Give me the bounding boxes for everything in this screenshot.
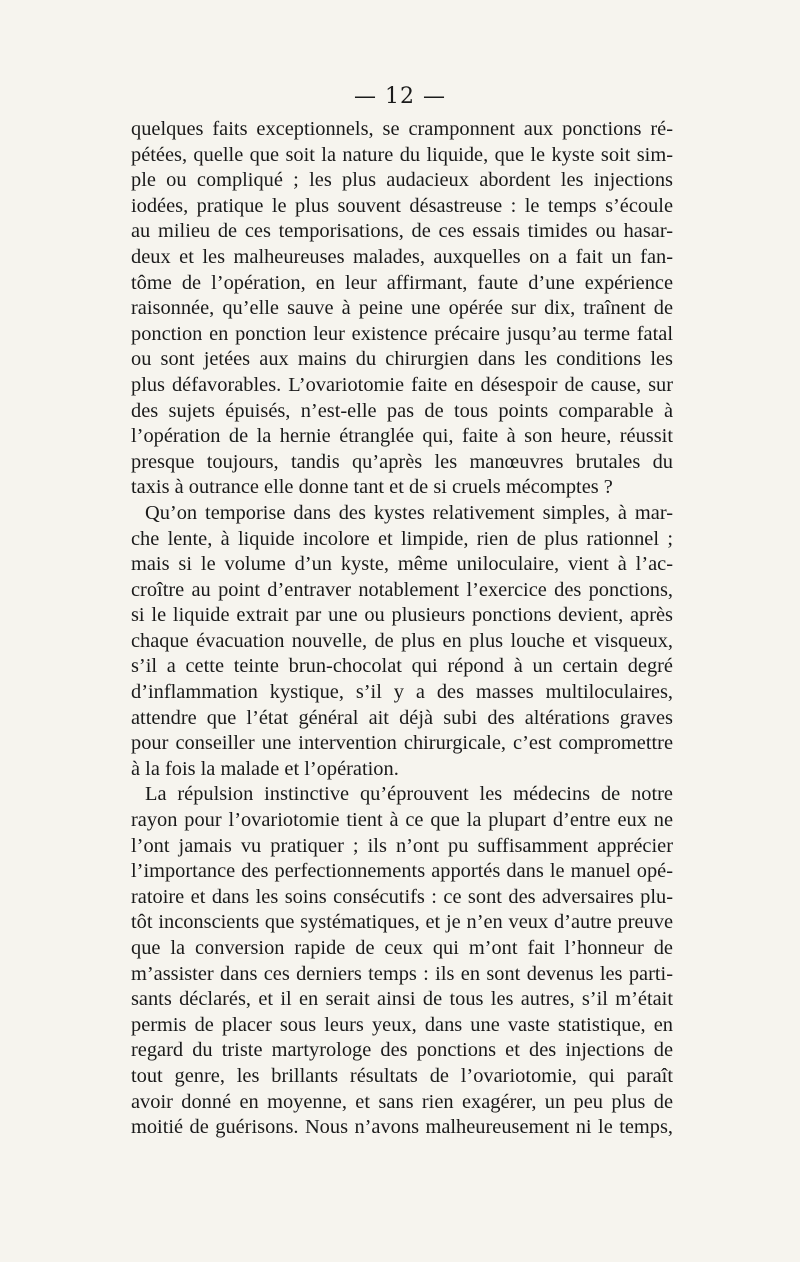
text-line: l’ont jamais vu pratiquer ; ils n’ont pu suffisamment apprécier [131, 834, 673, 857]
text-line: raisonnée, qu’elle sauve à peine une opérée sur dix, traînent de [131, 297, 673, 320]
text-line: avoir donné en moyenne, et sans rien exagérer, un peu plus de [131, 1090, 673, 1113]
text-line: sants déclarés, et il en serait ainsi de tous les autres, s’il m’était [131, 988, 673, 1011]
text-line: deux et les malheureuses malades, auxquelles on a fait un fan- [131, 245, 673, 268]
text-line: che lente, à liquide incolore et limpide, rien de plus rationnel ; [131, 527, 673, 550]
text-line: quelques faits exceptionnels, se cramponnent aux ponctions ré- [131, 118, 673, 140]
text-line: ple ou compliqué ; les plus audacieux abordent les injections [131, 169, 673, 192]
text-line: si le liquide extrait par une ou plusieurs ponctions devient, après [131, 604, 673, 627]
text-line: m’assister dans ces derniers temps : ils en sont devenus les parti- [131, 962, 673, 985]
text-line: chaque évacuation nouvelle, de plus en plus louche et visqueux, [131, 629, 673, 652]
text-line: ponction en ponction leur existence précaire jusqu’au terme fatal [131, 322, 673, 345]
text-line: au milieu de ces temporisations, de ces essais timides ou hasar- [131, 220, 673, 243]
text-line: pour conseiller une intervention chirurgicale, c’est compromettre [131, 732, 673, 755]
text-line: à la fois la malade et l’opération. [131, 757, 399, 780]
text-line: s’il a cette teinte brun-chocolat qui répond à un certain degré [131, 655, 673, 678]
text-line: tôt inconscients que systématiques, et je n’en veux d’autre preuve [131, 911, 673, 934]
text-line: taxis à outrance elle donne tant et de si cruels mécomptes ? [131, 476, 613, 499]
text-line: que la conversion rapide de ceux qui m’ont fait l’honneur de [131, 937, 673, 959]
text-line: d’inflammation kystique, s’il y a des masses multiloculaires, [131, 681, 673, 704]
text-line: tout genre, les brillants résultats de l’ovariotomie, qui paraît [131, 1064, 673, 1087]
text-line: croître au point d’entraver notablement l’exercice des ponctions, [131, 578, 673, 601]
text-line: moitié de guérisons. Nous n’avons malheureusement ni le temps, [131, 1116, 673, 1139]
text-line: des sujets épuisés, n’est-elle pas de tous points comparable à [131, 399, 673, 422]
text-line: La répulsion instinctive qu’éprouvent les médecins de notre [145, 783, 673, 806]
text-line: permis de placer sous leurs yeux, dans une vaste statistique, en [131, 1013, 673, 1036]
text-line: attendre que l’état général ait déjà subi des altérations graves [131, 706, 673, 729]
text-line: l’opération de la hernie étranglée qui, faite à son heure, réussit [131, 425, 673, 448]
text-line: Qu’on temporise dans des kystes relativement simples, à mar- [145, 501, 673, 524]
text-line: ratoire et dans les soins consécutifs : ce sont des adversaires plu- [131, 885, 673, 908]
text-line: plus défavorables. L’ovariotomie faite en désespoir de cause, sur [131, 373, 673, 396]
text-line: ou sont jetées aux mains du chirurgien dans les conditions les [131, 348, 673, 371]
text-line: tôme de l’opération, en leur affirmant, faute d’une expérience [131, 271, 673, 294]
text-line: iodées, pratique le plus souvent désastreuse : le temps s’écoule [131, 194, 673, 217]
text-line: regard du triste martyrologe des ponctions et des injections de [131, 1039, 673, 1062]
body-text [131, 117, 673, 1141]
text-line: pétées, quelle que soit la nature du liquide, que le kyste soit sim- [131, 143, 673, 166]
page-number-header: — 12 — [354, 84, 446, 109]
text-line: rayon pour l’ovariotomie tient à ce que la plupart d’entre eux ne [131, 809, 673, 832]
text-line: l’importance des perfectionnements apportés dans le manuel opé- [131, 860, 673, 883]
text-line: presque toujours, tandis qu’après les manœuvres brutales du [131, 450, 673, 473]
text-line: mais si le volume d’un kyste, même uniloculaire, vient à l’ac- [131, 553, 673, 576]
